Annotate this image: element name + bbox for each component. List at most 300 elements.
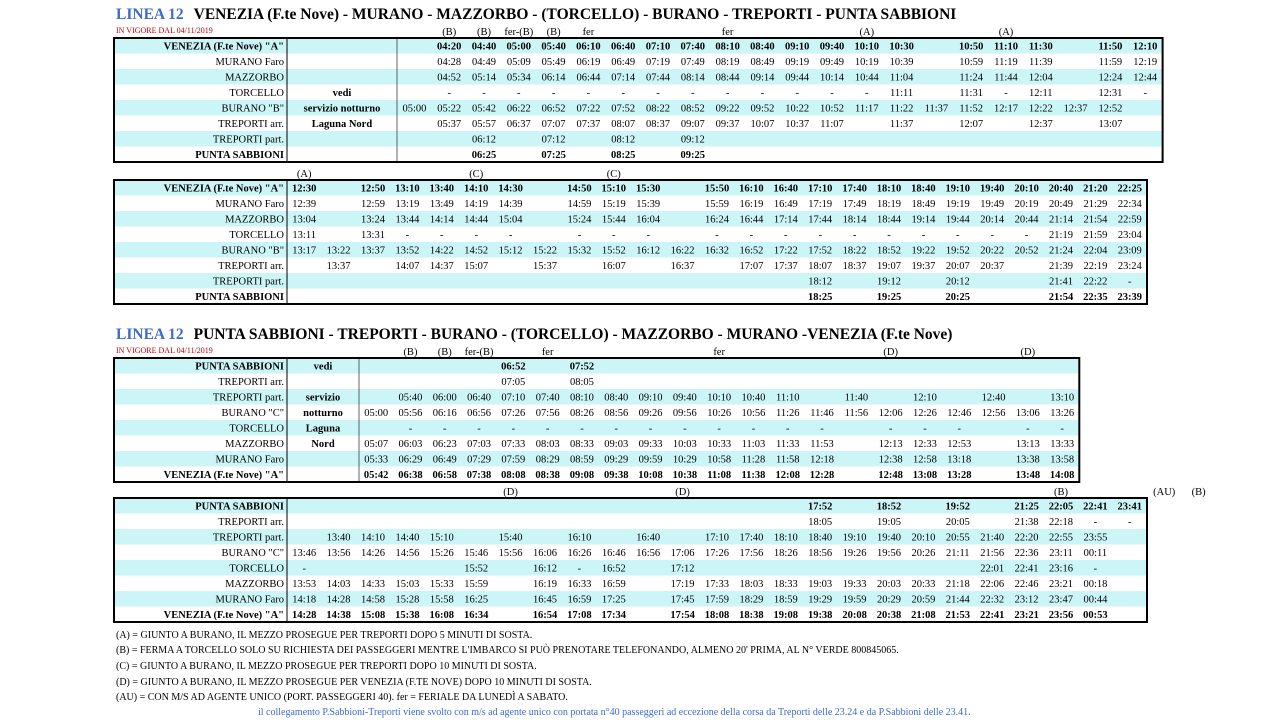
departure-time: 08:14 bbox=[680, 72, 705, 84]
departure-time: - bbox=[577, 563, 582, 575]
departure-time: 18:14 bbox=[842, 214, 867, 226]
departure-time: 16:56 bbox=[636, 548, 661, 559]
departure-time: 22:41 bbox=[1083, 501, 1108, 513]
departure-time: 22:25 bbox=[1117, 183, 1143, 195]
departure-time: 13:58 bbox=[1050, 454, 1075, 466]
departure-time: - bbox=[786, 423, 790, 435]
departure-time: 12:58 bbox=[912, 454, 937, 466]
note-c: (C) = GIUNTO A BURANO, IL MEZZO PROSEGUE PER TREPORTI DOPO 10 MINUTI DI SOSTA. bbox=[116, 661, 537, 672]
departure-time: 21:38 bbox=[1014, 517, 1039, 528]
departure-time: 15:37 bbox=[533, 261, 557, 272]
departure-time: 16:24 bbox=[705, 214, 729, 226]
departure-time: 16:59 bbox=[567, 594, 592, 606]
departure-time: 06:56 bbox=[467, 408, 492, 419]
departure-time: 10:44 bbox=[854, 72, 879, 84]
departure-time: 05:09 bbox=[506, 57, 531, 68]
departure-time: 17:33 bbox=[705, 579, 729, 590]
departure-time: - bbox=[1143, 88, 1147, 99]
departure-time: 12:59 bbox=[361, 199, 385, 210]
departure-time: 13:49 bbox=[429, 199, 454, 210]
departure-time: 05:40 bbox=[398, 392, 423, 404]
departure-time: - bbox=[511, 423, 516, 435]
departure-time: 20:40 bbox=[1048, 183, 1074, 195]
departure-time: 19:44 bbox=[945, 214, 970, 226]
departure-time: 05:00 bbox=[402, 103, 427, 115]
departure-time: 07:10 bbox=[645, 41, 671, 53]
stop-name: VENEZIA (F.te Nove) "A" bbox=[163, 610, 284, 621]
departure-time: 09:19 bbox=[785, 57, 810, 68]
column-note: (D) bbox=[675, 487, 690, 498]
departure-time: 19:37 bbox=[911, 261, 936, 272]
departure-time: 21:40 bbox=[980, 532, 1005, 544]
departure-time: 10:22 bbox=[785, 103, 810, 115]
departure-time: 23:12 bbox=[1014, 594, 1039, 606]
service-note: vedi bbox=[313, 361, 333, 373]
departure-time: 18:37 bbox=[842, 261, 867, 272]
departure-time: 16:26 bbox=[567, 548, 592, 559]
departure-time: - bbox=[795, 88, 799, 99]
departure-time: 12:48 bbox=[878, 470, 903, 481]
departure-time: 08:12 bbox=[611, 134, 636, 146]
column-note: (D) bbox=[883, 347, 898, 358]
column-note: fer-(B) bbox=[464, 347, 494, 358]
departure-time: 14:10 bbox=[361, 532, 385, 544]
departure-time: 17:45 bbox=[670, 594, 695, 606]
table-row bbox=[229, 230, 1142, 241]
departure-time: 10:33 bbox=[707, 439, 732, 450]
departure-time: 19:10 bbox=[945, 183, 971, 195]
departure-time: 16:04 bbox=[636, 214, 661, 226]
departure-time: 05:22 bbox=[437, 103, 462, 115]
departure-time: 07:29 bbox=[467, 454, 492, 466]
departure-time: 07:33 bbox=[501, 439, 526, 450]
departure-time: 21:24 bbox=[1049, 245, 1073, 257]
departure-time: 16:10 bbox=[739, 183, 764, 195]
departure-time: 16:45 bbox=[533, 594, 557, 606]
departure-time: - bbox=[956, 230, 960, 241]
departure-time: 11:37 bbox=[924, 103, 949, 115]
departure-time: 06:37 bbox=[506, 119, 531, 130]
departure-time: 19:52 bbox=[945, 245, 970, 257]
departure-time: 12:40 bbox=[981, 392, 1006, 404]
departure-time: 18:07 bbox=[808, 261, 833, 272]
table-row bbox=[215, 199, 1142, 210]
departure-time: 14:28 bbox=[326, 594, 351, 606]
departure-time: 05:49 bbox=[541, 57, 566, 68]
departure-time: 23:21 bbox=[1049, 579, 1073, 590]
table-row bbox=[114, 420, 1079, 436]
departure-time: 21:59 bbox=[1083, 230, 1108, 241]
departure-time: 11:37 bbox=[889, 119, 914, 130]
departure-time: 12:06 bbox=[878, 408, 903, 419]
departure-time: 20:59 bbox=[911, 594, 936, 606]
departure-time: - bbox=[545, 423, 550, 435]
stop-name: PUNTA SABBIONI bbox=[195, 292, 284, 303]
departure-time: 11:03 bbox=[741, 439, 766, 450]
column-note: (C) bbox=[469, 169, 484, 180]
departure-time: 06:00 bbox=[432, 392, 457, 404]
departure-time: 07:25 bbox=[541, 150, 566, 161]
table-row bbox=[114, 131, 1163, 147]
section1-line-label: LINEA 12 bbox=[116, 6, 184, 23]
departure-time: - bbox=[784, 230, 788, 241]
departure-time: 14:56 bbox=[395, 548, 420, 559]
section2-validity: IN VIGORE DAL 04/11/2019 bbox=[116, 346, 213, 355]
departure-time: 04:49 bbox=[472, 57, 496, 68]
departure-time: 20:44 bbox=[1014, 214, 1039, 226]
column-note: (D) bbox=[503, 487, 518, 498]
departure-time: - bbox=[717, 423, 721, 435]
service-note: servizio bbox=[305, 392, 341, 404]
departure-time: - bbox=[921, 230, 926, 241]
departure-time: 13:08 bbox=[912, 470, 938, 481]
departure-time: - bbox=[760, 88, 765, 99]
departure-time: 11:59 bbox=[1098, 57, 1123, 68]
departure-time: 12:17 bbox=[994, 103, 1018, 115]
section1-title bbox=[116, 6, 956, 24]
departure-time: 11:28 bbox=[741, 454, 766, 466]
departure-time: 23:04 bbox=[1117, 230, 1142, 241]
departure-time: 15:44 bbox=[601, 214, 626, 226]
table-row bbox=[221, 548, 1107, 559]
departure-time: 10:56 bbox=[741, 408, 766, 419]
departure-time: - bbox=[447, 88, 451, 99]
departure-time: 11:53 bbox=[810, 439, 834, 450]
departure-time: 18:49 bbox=[911, 199, 936, 210]
departure-time: 22:59 bbox=[1117, 214, 1142, 226]
departure-time: 15:59 bbox=[464, 579, 489, 590]
note-b: (B) = FERMA A TORCELLO SOLO SU RICHIESTA DEI PASSEGGERI MENTRE L'IMBARCO SI PUÒ PRENOTARE TELEFONANDO, ALMENO 20' PRIMA, AL N° VERDE 800845065. bbox=[116, 645, 899, 656]
departure-time: 23:11 bbox=[1049, 548, 1073, 559]
departure-time: 07:19 bbox=[646, 57, 670, 68]
table-row bbox=[225, 439, 1074, 450]
departure-time: 18:10 bbox=[876, 183, 902, 195]
departure-time: 04:40 bbox=[471, 41, 497, 53]
departure-time: 09:22 bbox=[715, 103, 740, 115]
departure-time: 22:01 bbox=[980, 563, 1005, 575]
departure-time: 19:29 bbox=[808, 594, 833, 606]
column-note: (D) bbox=[1020, 347, 1036, 358]
timetable-outbound-morning bbox=[112, 24, 1158, 168]
departure-time: 06:52 bbox=[501, 361, 526, 373]
departure-time: 21:56 bbox=[980, 548, 1005, 559]
departure-time: 09:33 bbox=[638, 439, 663, 450]
departure-time: 19:07 bbox=[877, 261, 901, 272]
departure-time: 16:19 bbox=[739, 199, 764, 210]
departure-time: 16:44 bbox=[739, 214, 764, 226]
departure-time: 15:26 bbox=[429, 548, 454, 559]
departure-time: 05:33 bbox=[364, 454, 389, 466]
departure-time: - bbox=[586, 88, 591, 99]
departure-time: 13:24 bbox=[361, 214, 385, 226]
departure-time: 15:32 bbox=[567, 245, 592, 257]
departure-time: 12:56 bbox=[981, 408, 1006, 419]
departure-time: 17:26 bbox=[705, 548, 729, 559]
departure-time: 22:46 bbox=[1014, 579, 1039, 590]
column-note: (C) bbox=[606, 169, 621, 180]
departure-time: - bbox=[580, 423, 584, 435]
departure-time: 11:40 bbox=[844, 392, 869, 404]
departure-time: 11:38 bbox=[741, 470, 766, 481]
departure-time: 18:10 bbox=[773, 532, 798, 544]
departure-time: - bbox=[888, 423, 893, 435]
departure-time: 15:39 bbox=[636, 199, 661, 210]
departure-time: 18:19 bbox=[877, 199, 901, 210]
departure-time: 15:33 bbox=[429, 579, 454, 590]
departure-time: 05:34 bbox=[506, 72, 531, 84]
departure-time: 12:10 bbox=[1132, 41, 1158, 53]
note-a: (A) = GIUNTO A BURANO, IL MEZZO PROSEGUE PER TREPORTI DOPO 5 MINUTI DI SOSTA. bbox=[116, 630, 533, 641]
departure-time: 12:52 bbox=[1098, 103, 1123, 115]
departure-time: 18:22 bbox=[842, 245, 867, 257]
table-row bbox=[229, 88, 1147, 99]
departure-time: 18:52 bbox=[876, 501, 902, 513]
departure-time: 16:19 bbox=[533, 579, 557, 590]
departure-time: 12:31 bbox=[1098, 88, 1123, 99]
departure-time: 11:11 bbox=[890, 88, 914, 99]
departure-time: 22:36 bbox=[1014, 548, 1039, 559]
departure-time: 16:46 bbox=[601, 548, 626, 559]
departure-time: 17:19 bbox=[670, 579, 695, 590]
departure-time: 13:37 bbox=[326, 261, 351, 272]
departure-time: 11:50 bbox=[1098, 41, 1123, 53]
departure-time: - bbox=[715, 230, 719, 241]
stop-name: BURANO "C" bbox=[221, 408, 284, 419]
departure-time: 18:33 bbox=[773, 579, 798, 590]
departure-time: 23:56 bbox=[1048, 610, 1074, 621]
departure-time: 20:22 bbox=[980, 245, 1005, 257]
departure-time: 18:12 bbox=[808, 276, 833, 288]
departure-time: 14:37 bbox=[429, 261, 454, 272]
stop-name: MURANO Faro bbox=[215, 57, 284, 68]
departure-time: 20:07 bbox=[945, 261, 970, 272]
departure-time: 00:53 bbox=[1083, 610, 1108, 621]
departure-time: 16:08 bbox=[429, 610, 455, 621]
stop-name: PUNTA SABBIONI bbox=[195, 361, 284, 373]
departure-time: 08:33 bbox=[569, 439, 594, 450]
service-note: Nord bbox=[311, 439, 335, 450]
departure-time: 13:18 bbox=[947, 454, 972, 466]
departure-time: 16:54 bbox=[532, 610, 558, 621]
stop-name: TREPORTI part. bbox=[212, 276, 284, 288]
departure-time: 09:12 bbox=[680, 134, 705, 146]
departure-time: 08:38 bbox=[535, 470, 560, 481]
departure-time: 05:42 bbox=[472, 103, 496, 115]
departure-time: 07:40 bbox=[680, 41, 706, 53]
table-row bbox=[164, 470, 1075, 481]
departure-time: 21:18 bbox=[945, 579, 970, 590]
departure-time: 19:25 bbox=[876, 292, 902, 303]
departure-time: 09:25 bbox=[680, 150, 706, 161]
departure-time: - bbox=[1128, 276, 1132, 288]
departure-time: 19:12 bbox=[877, 276, 901, 288]
departure-time: - bbox=[852, 230, 857, 241]
departure-time: 20:08 bbox=[842, 610, 867, 621]
departure-time: 17:25 bbox=[601, 594, 626, 606]
table-row bbox=[114, 498, 1147, 514]
departure-time: 16:10 bbox=[567, 532, 592, 544]
departure-time: 10:30 bbox=[889, 41, 914, 53]
departure-time: 04:52 bbox=[437, 72, 462, 84]
table-row bbox=[218, 377, 594, 388]
departure-time: 10:07 bbox=[750, 119, 775, 130]
departure-time: 05:56 bbox=[398, 408, 423, 419]
departure-time: 18:08 bbox=[704, 610, 730, 621]
departure-time: 09:26 bbox=[638, 408, 663, 419]
departure-time: 15:50 bbox=[704, 183, 730, 195]
column-note: fer-(B) bbox=[504, 27, 534, 38]
departure-time: 20:19 bbox=[1014, 199, 1039, 210]
departure-time: 07:12 bbox=[541, 134, 566, 146]
departure-time: 14:50 bbox=[567, 183, 592, 195]
departure-time: 18:29 bbox=[739, 594, 764, 606]
departure-time: - bbox=[830, 88, 834, 99]
column-note: (B) bbox=[546, 27, 561, 38]
departure-time: 21:29 bbox=[1083, 199, 1108, 210]
departure-time: 12:33 bbox=[912, 439, 937, 450]
departure-time: 06:29 bbox=[398, 454, 423, 466]
departure-time: - bbox=[302, 563, 306, 575]
departure-time: 15:38 bbox=[395, 610, 420, 621]
departure-time: 13:07 bbox=[1098, 119, 1123, 130]
column-note: (B) bbox=[403, 347, 418, 358]
departure-time: 13:40 bbox=[326, 532, 351, 544]
departure-time: 11:39 bbox=[1029, 57, 1053, 68]
departure-time: 11:22 bbox=[889, 103, 914, 115]
departure-time: 15:52 bbox=[464, 563, 489, 575]
departure-time: 12:44 bbox=[1133, 72, 1158, 84]
departure-time: 16:33 bbox=[567, 579, 592, 590]
departure-time: - bbox=[621, 88, 625, 99]
table-row bbox=[114, 389, 1079, 405]
departure-time: 22:04 bbox=[1083, 245, 1108, 257]
section2-title bbox=[116, 326, 952, 344]
departure-time: 13:28 bbox=[947, 470, 972, 481]
departure-time: 15:10 bbox=[601, 183, 627, 195]
departure-time: - bbox=[1024, 230, 1029, 241]
departure-time: 08:10 bbox=[715, 41, 740, 53]
column-note: (A) bbox=[859, 27, 875, 38]
departure-time: 05:37 bbox=[437, 119, 462, 130]
departure-time: 19:40 bbox=[979, 183, 1005, 195]
departure-time: 17:34 bbox=[601, 610, 627, 621]
bottom-note: il collegamento P.Sabbioni-Treporti viene svolto con m/s ad agente unico con portata n°40 passeggeri ad eccezione della corsa da Treporti delle 23.24 e da P.Sabbioni delle 23.41. bbox=[258, 707, 971, 718]
departure-time: 18:05 bbox=[808, 517, 833, 528]
note-d: (D) = GIUNTO A BURANO, IL MEZZO PROSEGUE PER VENEZIA (F.TE NOVE) DOPO 10 MINUTI DI SOSTA. bbox=[116, 677, 592, 688]
departure-time: - bbox=[443, 423, 447, 435]
departure-time: 07:14 bbox=[611, 72, 636, 84]
departure-time: 06:16 bbox=[432, 408, 457, 419]
departure-time: - bbox=[612, 230, 616, 241]
departure-time: 19:59 bbox=[842, 594, 867, 606]
departure-time: 17:10 bbox=[807, 183, 833, 195]
departure-time: 05:40 bbox=[541, 41, 566, 53]
departure-time: 16:59 bbox=[601, 579, 626, 590]
table-row bbox=[114, 242, 1147, 258]
table-row bbox=[114, 358, 1079, 374]
departure-time: 20:37 bbox=[980, 261, 1005, 272]
departure-time: 00:44 bbox=[1083, 594, 1108, 606]
departure-time: 13:13 bbox=[1015, 439, 1040, 450]
departure-time: 09:52 bbox=[750, 103, 775, 115]
departure-time: 06:10 bbox=[576, 41, 601, 53]
stop-name: BURANO "C" bbox=[221, 548, 284, 559]
departure-time: 13:19 bbox=[395, 199, 420, 210]
departure-time: 12:39 bbox=[292, 199, 317, 210]
departure-time: 09:40 bbox=[672, 392, 697, 404]
departure-time: - bbox=[957, 423, 961, 435]
departure-time: 14:52 bbox=[464, 245, 489, 257]
departure-time: 07:38 bbox=[466, 470, 492, 481]
departure-time: 14:19 bbox=[464, 199, 489, 210]
departure-time: 14:39 bbox=[498, 199, 523, 210]
departure-time: 07:05 bbox=[501, 377, 526, 388]
departure-time: 06:12 bbox=[472, 134, 496, 146]
departure-time: 05:57 bbox=[472, 119, 496, 130]
departure-time: 13:46 bbox=[292, 548, 317, 559]
departure-time: 06:03 bbox=[398, 439, 423, 450]
departure-time: - bbox=[551, 88, 556, 99]
departure-time: 17:40 bbox=[842, 183, 867, 195]
departure-time: 23:16 bbox=[1049, 563, 1073, 575]
departure-time: 13:37 bbox=[361, 245, 385, 257]
departure-time: 12:28 bbox=[809, 470, 835, 481]
departure-time: 19:56 bbox=[877, 548, 901, 559]
departure-time: 17:10 bbox=[705, 532, 729, 544]
departure-time: 17:08 bbox=[567, 610, 592, 621]
departure-time: 15:22 bbox=[533, 245, 557, 257]
departure-time: 10:03 bbox=[672, 439, 697, 450]
departure-time: 17:37 bbox=[773, 261, 798, 272]
table-row bbox=[114, 100, 1163, 116]
column-note: fer bbox=[713, 347, 725, 358]
departure-time: - bbox=[482, 88, 486, 99]
departure-time: 13:06 bbox=[1015, 408, 1040, 419]
departure-time: 12:38 bbox=[878, 454, 903, 466]
departure-time: 20:10 bbox=[911, 532, 936, 544]
stop-name: PUNTA SABBIONI bbox=[195, 501, 284, 513]
departure-time: 08:49 bbox=[750, 57, 775, 68]
stop-name: TORCELLO bbox=[229, 88, 284, 99]
stop-name: TREPORTI part. bbox=[212, 392, 284, 404]
departure-time: 23:55 bbox=[1083, 532, 1108, 544]
departure-time: 18:44 bbox=[877, 214, 901, 226]
departure-time: 19:19 bbox=[945, 199, 970, 210]
departure-time: 15:19 bbox=[601, 199, 626, 210]
table-row bbox=[164, 610, 1108, 621]
table-row bbox=[114, 529, 1147, 545]
departure-time: 15:28 bbox=[395, 594, 420, 606]
departure-time: 11:30 bbox=[1028, 41, 1053, 53]
departure-time: 22:32 bbox=[980, 594, 1005, 606]
departure-time: 08:40 bbox=[750, 41, 775, 53]
departure-time: 21:41 bbox=[1049, 276, 1073, 288]
departure-time: 12:50 bbox=[360, 183, 386, 195]
departure-time: 19:26 bbox=[842, 548, 867, 559]
departure-time: 17:44 bbox=[808, 214, 833, 226]
departure-time: 14:22 bbox=[429, 245, 454, 257]
departure-time: 15:30 bbox=[635, 183, 661, 195]
departure-time: 12:07 bbox=[959, 119, 984, 130]
stop-name: MAZZORBO bbox=[225, 214, 284, 226]
stop-name: MURANO Faro bbox=[215, 594, 284, 606]
departure-time: 08:59 bbox=[569, 454, 594, 466]
departure-time: 21:44 bbox=[945, 594, 970, 606]
departure-time: 18:40 bbox=[808, 532, 833, 544]
stop-name: TORCELLO bbox=[229, 423, 284, 435]
departure-time: 17:14 bbox=[773, 214, 798, 226]
departure-time: 14:38 bbox=[326, 610, 351, 621]
